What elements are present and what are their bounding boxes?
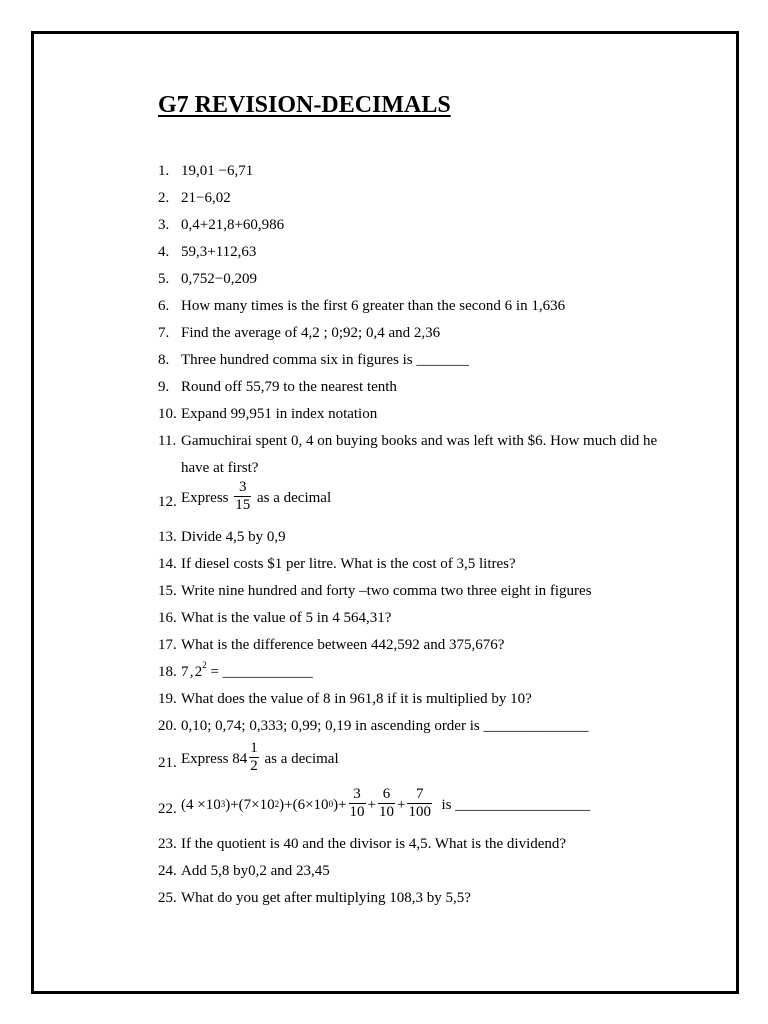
question-number: 13. — [158, 529, 177, 545]
fraction-denominator: 10 — [379, 804, 394, 820]
question-item — [158, 632, 678, 659]
question-item — [158, 185, 678, 212]
question-text: Gamuchirai spent 0, 4 on buying books and was left with $6. How much did he have at first? — [181, 433, 658, 476]
question-number: 8. — [158, 352, 170, 368]
question-item — [158, 885, 678, 912]
fraction — [378, 786, 395, 821]
question-number: 24. — [158, 863, 177, 879]
question-number: 2. — [158, 190, 170, 206]
question-item — [158, 347, 678, 374]
question-text: Add 5,8 by0,2 and 23,45 — [181, 863, 330, 879]
answer-blank: = ____________ — [206, 664, 313, 680]
answer-blank: is __________________ — [441, 797, 591, 813]
fraction-numerator: 3 — [353, 786, 361, 802]
question-text: If the quotient is 40 and the divisor is 4,5. What is the dividend? — [181, 836, 567, 852]
question-item — [158, 428, 678, 482]
question-text: What does the value of 8 in 961,8 if it is multiplied by 10? — [181, 691, 532, 707]
fraction-denominator: 15 — [235, 497, 251, 513]
fraction-numerator: 1 — [250, 740, 258, 756]
question-item — [158, 320, 678, 347]
worksheet-title: G7 REVISION-DECIMALS — [158, 92, 451, 118]
question-item — [158, 605, 678, 632]
question-text: Express 84 — [181, 751, 248, 767]
question-item — [158, 401, 678, 428]
question-number: 7. — [158, 325, 170, 341]
question-item — [158, 858, 678, 885]
question-number: 12. — [158, 494, 177, 510]
question-text: Write nine hundred and forty –two comma two three eight in figures — [181, 583, 592, 599]
question-text: What is the difference between 442,592 and 375,676? — [181, 637, 505, 653]
question-item — [158, 524, 678, 551]
question-text: How many times is the first 6 greater than the second 6 in 1,636 — [181, 298, 566, 314]
question-number: 22. — [158, 801, 177, 817]
question-number: 1. — [158, 163, 170, 179]
question-item — [158, 578, 678, 605]
question-text: 21−6,02 — [181, 190, 231, 206]
fraction — [349, 786, 366, 821]
question-number: 4. — [158, 244, 170, 260]
question-item — [158, 158, 678, 185]
question-text: Three hundred comma six in figures is _______ — [181, 352, 469, 368]
question-text: Express — [181, 490, 229, 506]
question-number: 9. — [158, 379, 170, 395]
question-item — [158, 831, 678, 858]
question-text: 0,4+21,8+60,986 — [181, 217, 285, 233]
question-item — [158, 551, 678, 578]
question-text: Round off 55,79 to the nearest tenth — [181, 379, 397, 395]
question-number: 23. — [158, 836, 177, 852]
question-number: 3. — [158, 217, 170, 233]
question-item — [158, 266, 678, 293]
expression-term: )+ — [333, 797, 347, 813]
fraction — [407, 786, 432, 821]
question-text: What is the value of 5 in 4 564,31? — [181, 610, 392, 626]
fraction — [234, 479, 251, 514]
question-item — [158, 713, 678, 740]
question-text: as a decimal — [264, 751, 339, 767]
question-text: 0,10; 0,74; 0,333; 0,99; 0,19 in ascending order is ______________ — [181, 718, 589, 734]
fraction-denominator: 2 — [250, 758, 258, 774]
question-number: 25. — [158, 890, 177, 906]
question-item — [158, 742, 678, 784]
question-item — [158, 481, 678, 523]
plus-sign: + — [367, 797, 376, 813]
question-number: 16. — [158, 610, 177, 626]
question-text: Divide 4,5 by 0,9 — [181, 529, 286, 545]
expression-term: (4 ×10 — [181, 797, 221, 813]
question-number: 20. — [158, 718, 177, 734]
fraction-numerator: 6 — [382, 786, 391, 802]
question-text: as a decimal — [257, 490, 332, 506]
question-number: 15. — [158, 583, 177, 599]
question-number: 6. — [158, 298, 170, 314]
question-text: If diesel costs $1 per litre. What is the cost of 3,5 litres? — [181, 556, 516, 572]
question-number: 5. — [158, 271, 170, 287]
expanded-notation-expression: (4 ×10 $^3$ )+(7×10 $^2$ )+(6×10 $^0$ )+ $\frac{3}{10}$ + $\frac{6}{10}$ + $\frac{7}{100}$ is __________________ — [181, 786, 591, 820]
question-text: Expand 99,951 in index notation — [181, 406, 378, 422]
fraction-numerator: 3 — [239, 479, 247, 495]
question-number: 10. — [158, 406, 177, 422]
fraction-denominator: 100 — [408, 804, 431, 820]
question-text: 19,01 −6,71 — [181, 163, 254, 179]
question-text: What do you get after multiplying 108,3 by 5,5? — [181, 890, 471, 906]
expression-term: )+(6×10 — [279, 797, 329, 813]
question-text: 0,752−0,209 — [181, 271, 257, 287]
question-item — [158, 374, 678, 401]
plus-sign: + — [397, 797, 406, 813]
question-text: Find the average of 4,2 ; 0;92; 0,4 and 2,36 — [181, 325, 441, 341]
question-number: 21. — [158, 755, 177, 771]
question-item — [158, 212, 678, 239]
question-item — [158, 788, 678, 830]
question-number: 17. — [158, 637, 177, 653]
question-number: 19. — [158, 691, 177, 707]
question-item — [158, 686, 678, 713]
question-number: 18. — [158, 664, 177, 680]
question-number: 11. — [158, 433, 177, 449]
question-item — [158, 239, 678, 266]
expression-term: )+(7×10 — [225, 797, 275, 813]
question-item — [158, 659, 678, 686]
fraction-denominator: 10 — [349, 804, 365, 820]
fraction-numerator: 7 — [415, 786, 424, 802]
power-base: 7 , 2 — [181, 664, 203, 680]
fraction — [249, 740, 259, 775]
question-item — [158, 293, 678, 320]
question-number: 14. — [158, 556, 177, 572]
power-exponent: 2 — [202, 660, 207, 670]
question-text: 59,3+112,63 — [181, 244, 257, 260]
